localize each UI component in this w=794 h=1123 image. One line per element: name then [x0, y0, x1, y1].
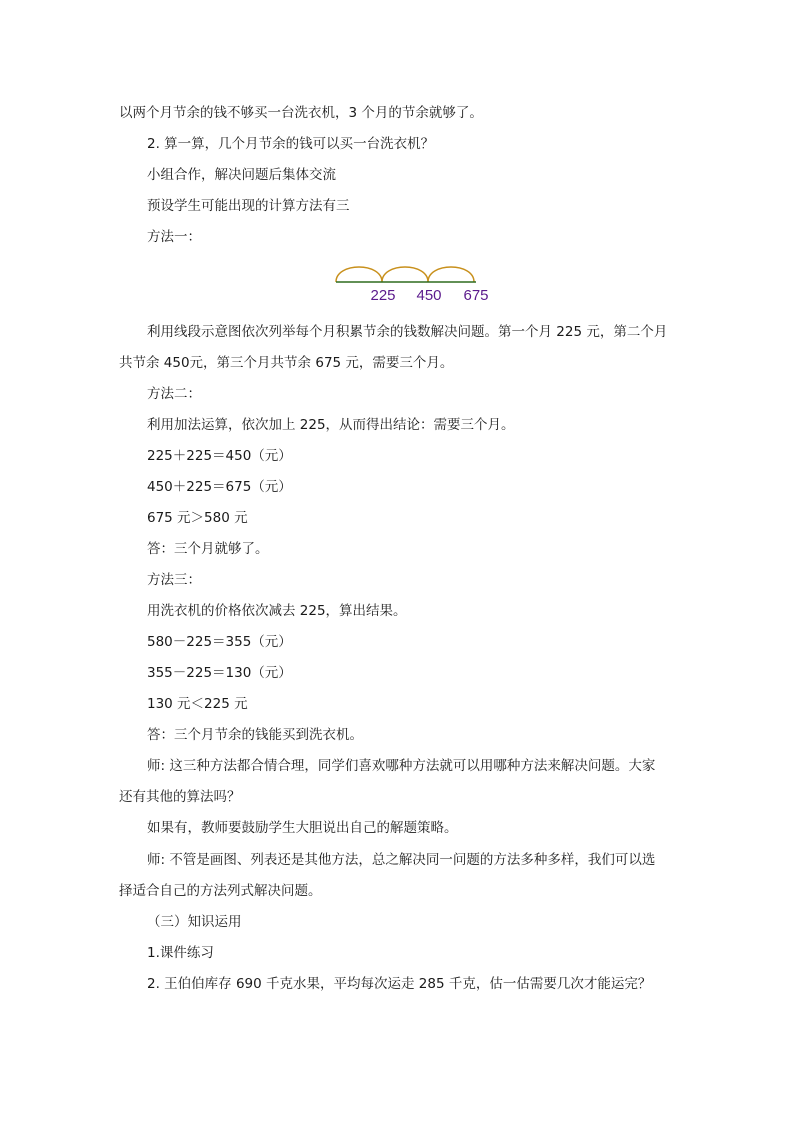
line-7: 共节余 450元，第三个月共节余 675 元，需要三个月。	[119, 355, 454, 371]
line-13: 答：三个月就够了。	[147, 541, 269, 557]
line-14: 方法三：	[147, 572, 201, 588]
arc-1	[336, 267, 382, 282]
line-19: 答：三个月节余的钱能买到洗衣机。	[147, 727, 363, 743]
line-22: 如果有，教师要鼓励学生大胆说出自己的解题策略。	[147, 820, 458, 836]
line-21: 还有其他的算法吗？	[119, 789, 241, 805]
line-20: 师: 这三种方法都合情合理，同学们喜欢哪种方法就可以用哪种方法来解决问题。大家	[147, 758, 656, 774]
line-10: 225＋225＝450（元）	[147, 448, 292, 464]
section-heading: （三）知识运用	[147, 914, 242, 930]
segment-arcs	[336, 267, 474, 282]
line-6: 利用线段示意图依次列举每个月积累节余的钱数解决问题。第一个月 225 元，第二个月	[147, 324, 668, 340]
segment-label-3: 675	[463, 287, 489, 304]
line-1: 以两个月节余的钱不够买一台洗衣机，3 个月的节余就够了。	[119, 105, 483, 121]
line-12: 675 元＞580 元	[147, 510, 248, 526]
line-16: 580－225＝355（元）	[147, 634, 292, 650]
segment-diagram	[0, 256, 794, 306]
arc-3	[428, 267, 474, 282]
line-17: 355－225＝130（元）	[147, 665, 292, 681]
line-4: 预设学生可能出现的计算方法有三	[147, 198, 350, 214]
line-2: 2. 算一算，几个月节余的钱可以买一台洗衣机？	[147, 136, 435, 152]
segment-label-2: 450	[416, 287, 442, 304]
line-3: 小组合作，解决问题后集体交流	[147, 167, 336, 183]
line-11: 450＋225＝675（元）	[147, 479, 292, 495]
line-26: 1.课件练习	[147, 945, 214, 961]
segment-label-1: 225	[370, 287, 396, 304]
line-23: 师: 不管是画图、列表还是其他方法，总之解决同一问题的方法多种多样，我们可以选	[147, 852, 656, 868]
line-5: 方法一：	[147, 229, 201, 245]
line-27: 2. 王伯伯库存 690 千克水果，平均每次运走 285 千克，估一估需要几次才能运完？	[147, 976, 652, 992]
line-8: 方法二：	[147, 386, 201, 402]
line-9: 利用加法运算，依次加上 225，从而得出结论：需要三个月。	[147, 417, 515, 433]
arc-2	[382, 267, 428, 282]
line-15: 用洗衣机的价格依次减去 225，算出结果。	[147, 603, 407, 619]
line-24: 择适合自己的方法列式解决问题。	[119, 883, 322, 899]
line-18: 130 元＜225 元	[147, 696, 248, 712]
